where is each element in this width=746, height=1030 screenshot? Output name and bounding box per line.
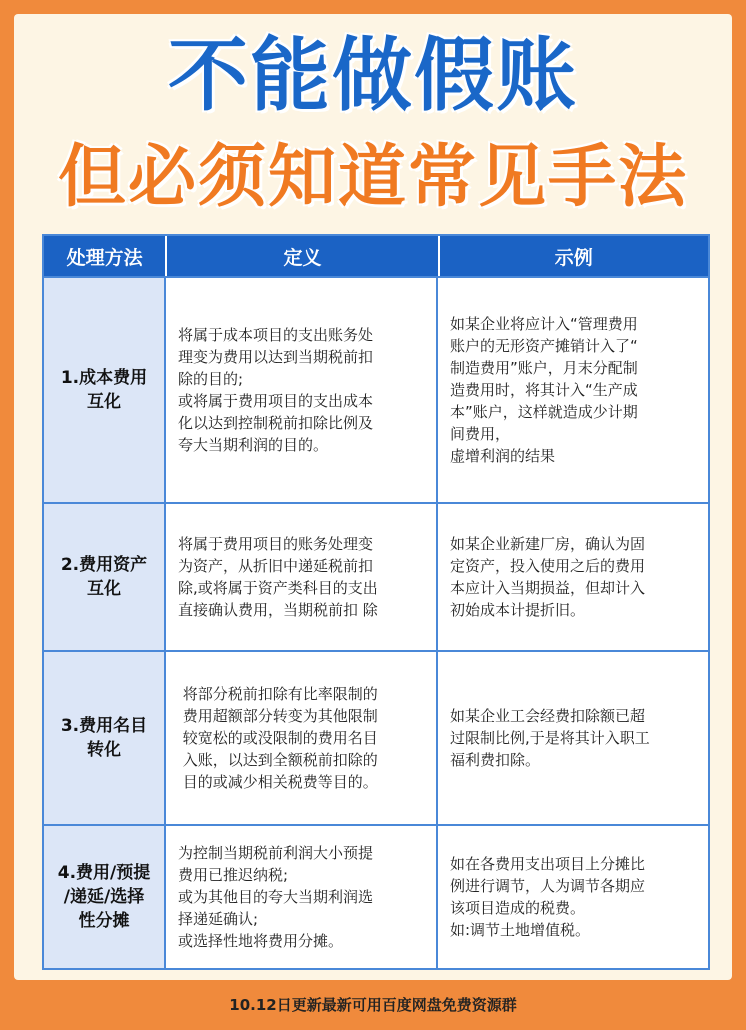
poster-frame (14, 14, 732, 980)
method-cell (44, 826, 166, 968)
method-cell (44, 652, 166, 824)
methods-table (42, 234, 710, 970)
definition-cell: 为控制当期税前利润大小预提 费用已推迟纳税; 或为其他目的夸大当期利润选 择递延确认; 或选择性地将费用分摊。 (166, 826, 438, 968)
header-method: 处理方法 (44, 236, 167, 276)
main-title: 不能做假账 (168, 29, 578, 122)
header-definition: 定义 (167, 236, 439, 276)
definition-cell: 将属于成本项目的支出账务处 理变为费用以达到当期税前扣 除的目的; 或将属于费用项目的支出成本 化以达到控制税前扣除比例及 夸大当期利润的目的。 (166, 278, 438, 502)
footer-caption: 10.12日更新最新可用百度网盘免费资源群 (229, 996, 517, 1014)
header-example: 示例 (554, 246, 593, 269)
definition-cell: 将部分税前扣除有比率限制的 费用超额部分转变为其他限制 较宽松的或没限制的费用名目 入账，以达到全额税前扣除的 目的或减少相关税费等目的。 (166, 652, 438, 824)
method-cell (44, 504, 166, 650)
method-label: 4.费用/预提 /递延/选择 性分摊 (57, 863, 151, 931)
definition-cell: 将属于费用项目的账务处理变 为资产，从折旧中递延税前扣 除,或将属于资产类科目的支出 直接确认费用，当期税前扣 除 (166, 504, 438, 650)
table-row (44, 502, 708, 650)
table-row (44, 824, 708, 968)
table-header (44, 236, 708, 276)
example-cell: 如某企业新建厂房，确认为固 定资产，投入使用之后的费用 本应计入当期损益，但却计入 初始成本计提折旧。 (450, 535, 646, 619)
method-label: 3.费用名目 转化 (60, 716, 148, 760)
sub-title: 但必须知道常见手法 (57, 138, 688, 217)
example-cell: 如某企业工会经费扣除额已超 过限制比例,于是将其计入职工 福利费扣除。 (450, 707, 650, 769)
method-label: 1.成本费用 互化 (60, 368, 148, 412)
example-cell: 如在各费用支出项目上分摊比 例进行调节，人为调节各期应 该项目造成的税费。 如:调节土地增值税。 (450, 855, 646, 939)
table-row (44, 276, 708, 502)
method-cell (44, 278, 166, 502)
method-label: 2.费用资产 互化 (60, 555, 148, 599)
example-cell: 如某企业将应计入“管理费用 账户的无形资产摊销计入了“ 制造费用”账户，月末分配制 造费用时，将其计入“生产成 本”账户，这样就造成少计期 间费用， 虚增利润的结果 (450, 315, 638, 465)
table-row (44, 650, 708, 824)
